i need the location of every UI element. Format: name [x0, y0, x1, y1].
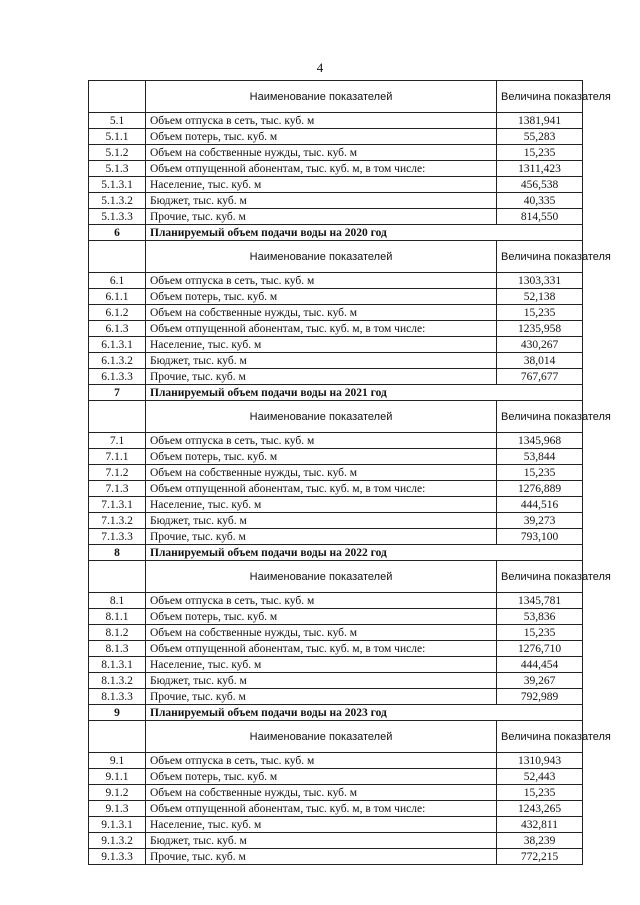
- row-number: 7.1.3.2: [89, 513, 146, 529]
- table-row: [89, 609, 583, 625]
- table-row: [89, 433, 583, 449]
- table-row: [89, 497, 583, 513]
- row-number: 9.1.2: [89, 785, 146, 801]
- table-row: [89, 193, 583, 209]
- row-number: 6.1.2: [89, 305, 146, 321]
- table-row: [89, 465, 583, 481]
- header-value: Величина показателя: [497, 401, 583, 433]
- row-name: Объем потерь, тыс. куб. м: [146, 129, 497, 145]
- row-value: 793,100: [497, 529, 583, 545]
- row-name: Объем отпуска в сеть, тыс. куб. м: [146, 593, 497, 609]
- page-number: 4: [316, 60, 324, 75]
- row-name: Объем отпуска в сеть, тыс. куб. м: [146, 113, 497, 129]
- row-name: Население, тыс. куб. м: [146, 497, 497, 513]
- row-name: Объем на собственные нужды, тыс. куб. м: [146, 305, 497, 321]
- section-title-row: [89, 705, 583, 721]
- row-name: Объем отпущенной абонентам, тыс. куб. м, в том числе:: [146, 641, 497, 657]
- row-number: 7.1.2: [89, 465, 146, 481]
- header-row: [89, 561, 583, 593]
- header-number-cell: [89, 241, 146, 273]
- section-title: Планируемый объем подачи воды на 2022 год: [146, 545, 583, 561]
- table-row: [89, 305, 583, 321]
- table-row: [89, 353, 583, 369]
- row-value: 1243,265: [497, 801, 583, 817]
- row-value: 52,443: [497, 769, 583, 785]
- section-title: Планируемый объем подачи воды на 2023 год: [146, 705, 583, 721]
- section-title-row: [89, 385, 583, 401]
- row-name: Бюджет, тыс. куб. м: [146, 833, 497, 849]
- row-name: Прочие, тыс. куб. м: [146, 209, 497, 225]
- table-row: [89, 753, 583, 769]
- row-number: 5.1.3: [89, 161, 146, 177]
- row-name: Население, тыс. куб. м: [146, 177, 497, 193]
- row-value: 444,454: [497, 657, 583, 673]
- table-row: [89, 129, 583, 145]
- row-name: Объем отпущенной абонентам, тыс. куб. м, в том числе:: [146, 801, 497, 817]
- row-value: 15,235: [497, 145, 583, 161]
- table-row: [89, 113, 583, 129]
- row-number: 5.1.3.2: [89, 193, 146, 209]
- section-number: 8: [89, 545, 146, 561]
- section-title: Планируемый объем подачи воды на 2020 год: [146, 225, 583, 241]
- row-value: 15,235: [497, 305, 583, 321]
- header-value: Величина показателя: [497, 241, 583, 273]
- row-number: 5.1.3.1: [89, 177, 146, 193]
- row-number: 6.1.3.1: [89, 337, 146, 353]
- row-number: 7.1.3.3: [89, 529, 146, 545]
- row-name: Объем отпуска в сеть, тыс. куб. м: [146, 753, 497, 769]
- table-row: [89, 529, 583, 545]
- row-name: Бюджет, тыс. куб. м: [146, 673, 497, 689]
- row-number: 7.1.3.1: [89, 497, 146, 513]
- row-name: Объем потерь, тыс. куб. м: [146, 449, 497, 465]
- table-row: [89, 337, 583, 353]
- row-name: Объем потерь, тыс. куб. м: [146, 289, 497, 305]
- row-number: 9.1.1: [89, 769, 146, 785]
- row-number: 8.1.1: [89, 609, 146, 625]
- row-number: 6.1: [89, 273, 146, 289]
- row-name: Прочие, тыс. куб. м: [146, 369, 497, 385]
- row-name: Объем отпуска в сеть, тыс. куб. м: [146, 433, 497, 449]
- row-name: Прочие, тыс. куб. м: [146, 849, 497, 865]
- row-number: 8.1: [89, 593, 146, 609]
- table-row: [89, 481, 583, 497]
- row-name: Объем на собственные нужды, тыс. куб. м: [146, 785, 497, 801]
- row-value: 767,677: [497, 369, 583, 385]
- row-value: 15,235: [497, 625, 583, 641]
- row-value: 1276,710: [497, 641, 583, 657]
- row-name: Объем отпуска в сеть, тыс. куб. м: [146, 273, 497, 289]
- row-name: Бюджет, тыс. куб. м: [146, 353, 497, 369]
- section-number: 9: [89, 705, 146, 721]
- row-value: 772,215: [497, 849, 583, 865]
- row-name: Прочие, тыс. куб. м: [146, 529, 497, 545]
- table-row: [89, 289, 583, 305]
- row-value: 15,235: [497, 785, 583, 801]
- table-row: [89, 641, 583, 657]
- row-value: 444,516: [497, 497, 583, 513]
- table-row: [89, 209, 583, 225]
- row-value: 52,138: [497, 289, 583, 305]
- table-body: [89, 81, 611, 865]
- row-number: 8.1.3: [89, 641, 146, 657]
- header-row: [89, 401, 583, 433]
- row-value: 39,267: [497, 673, 583, 689]
- row-number: 8.1.3.3: [89, 689, 146, 705]
- table-row: [89, 625, 583, 641]
- header-name: Наименование показателей: [146, 81, 497, 113]
- table-row: [89, 177, 583, 193]
- row-number: 6.1.3: [89, 321, 146, 337]
- header-number-cell: [89, 561, 146, 593]
- row-number: 9.1.3.2: [89, 833, 146, 849]
- header-row: [89, 241, 583, 273]
- row-value: 1345,781: [497, 593, 583, 609]
- table-row: [89, 833, 583, 849]
- table-row: [89, 593, 583, 609]
- row-number: 9.1.3.3: [89, 849, 146, 865]
- row-name: Объем отпущенной абонентам, тыс. куб. м, в том числе:: [146, 161, 497, 177]
- row-number: 9.1: [89, 753, 146, 769]
- row-number: 7.1.1: [89, 449, 146, 465]
- row-number: 7.1.3: [89, 481, 146, 497]
- row-value: 1310,943: [497, 753, 583, 769]
- table-row: [89, 673, 583, 689]
- table-row: [89, 689, 583, 705]
- section-title-row: [89, 225, 583, 241]
- row-number: 5.1.3.3: [89, 209, 146, 225]
- table-row: [89, 273, 583, 289]
- row-value: 1276,889: [497, 481, 583, 497]
- row-name: Объем на собственные нужды, тыс. куб. м: [146, 465, 497, 481]
- header-value: Величина показателя: [497, 81, 583, 113]
- header-row: [89, 81, 583, 113]
- table-row: [89, 145, 583, 161]
- row-number: 8.1.2: [89, 625, 146, 641]
- row-name: Прочие, тыс. куб. м: [146, 689, 497, 705]
- header-number-cell: [89, 721, 146, 753]
- row-value: 55,283: [497, 129, 583, 145]
- water-supply-table: [88, 80, 611, 865]
- row-value: 456,538: [497, 177, 583, 193]
- row-name: Объем на собственные нужды, тыс. куб. м: [146, 145, 497, 161]
- header-number-cell: [89, 81, 146, 113]
- row-name: Объем отпущенной абонентам, тыс. куб. м, в том числе:: [146, 481, 497, 497]
- table-row: [89, 817, 583, 833]
- header-value: Величина показателя: [497, 561, 583, 593]
- row-value: 792,989: [497, 689, 583, 705]
- table-row: [89, 513, 583, 529]
- row-value: 15,235: [497, 465, 583, 481]
- row-name: Население, тыс. куб. м: [146, 337, 497, 353]
- row-value: 1345,968: [497, 433, 583, 449]
- row-name: Бюджет, тыс. куб. м: [146, 513, 497, 529]
- row-value: 39,273: [497, 513, 583, 529]
- row-value: 53,836: [497, 609, 583, 625]
- table-row: [89, 785, 583, 801]
- header-name: Наименование показателей: [146, 241, 497, 273]
- table-row: [89, 449, 583, 465]
- row-number: 8.1.3.2: [89, 673, 146, 689]
- row-number: 6.1.3.2: [89, 353, 146, 369]
- section-number: 7: [89, 385, 146, 401]
- row-number: 6.1.3.3: [89, 369, 146, 385]
- row-number: 6.1.1: [89, 289, 146, 305]
- row-number: 8.1.3.1: [89, 657, 146, 673]
- section-title-row: [89, 545, 583, 561]
- row-name: Население, тыс. куб. м: [146, 817, 497, 833]
- row-value: 1381,941: [497, 113, 583, 129]
- table-row: [89, 161, 583, 177]
- row-number: 5.1.1: [89, 129, 146, 145]
- header-row: [89, 721, 583, 753]
- row-value: 1303,331: [497, 273, 583, 289]
- header-value: Величина показателя: [497, 721, 583, 753]
- section-number: 6: [89, 225, 146, 241]
- row-name: Население, тыс. куб. м: [146, 657, 497, 673]
- row-value: 1311,423: [497, 161, 583, 177]
- row-number: 5.1: [89, 113, 146, 129]
- row-value: 38,014: [497, 353, 583, 369]
- row-number: 9.1.3: [89, 801, 146, 817]
- row-value: 430,267: [497, 337, 583, 353]
- row-value: 1235,958: [497, 321, 583, 337]
- row-name: Бюджет, тыс. куб. м: [146, 193, 497, 209]
- row-value: 38,239: [497, 833, 583, 849]
- row-name: Объем потерь, тыс. куб. м: [146, 609, 497, 625]
- row-name: Объем отпущенной абонентам, тыс. куб. м, в том числе:: [146, 321, 497, 337]
- row-number: 7.1: [89, 433, 146, 449]
- row-value: 40,335: [497, 193, 583, 209]
- section-title: Планируемый объем подачи воды на 2021 год: [146, 385, 583, 401]
- header-number-cell: [89, 401, 146, 433]
- table-row: [89, 801, 583, 817]
- table-row: [89, 321, 583, 337]
- table-row: [89, 369, 583, 385]
- header-name: Наименование показателей: [146, 401, 497, 433]
- row-name: Объем потерь, тыс. куб. м: [146, 769, 497, 785]
- row-value: 53,844: [497, 449, 583, 465]
- row-value: 432,811: [497, 817, 583, 833]
- row-number: 9.1.3.1: [89, 817, 146, 833]
- row-value: 814,550: [497, 209, 583, 225]
- table-row: [89, 849, 583, 865]
- table-row: [89, 769, 583, 785]
- row-number: 5.1.2: [89, 145, 146, 161]
- header-name: Наименование показателей: [146, 561, 497, 593]
- table-row: [89, 657, 583, 673]
- row-name: Объем на собственные нужды, тыс. куб. м: [146, 625, 497, 641]
- header-name: Наименование показателей: [146, 721, 497, 753]
